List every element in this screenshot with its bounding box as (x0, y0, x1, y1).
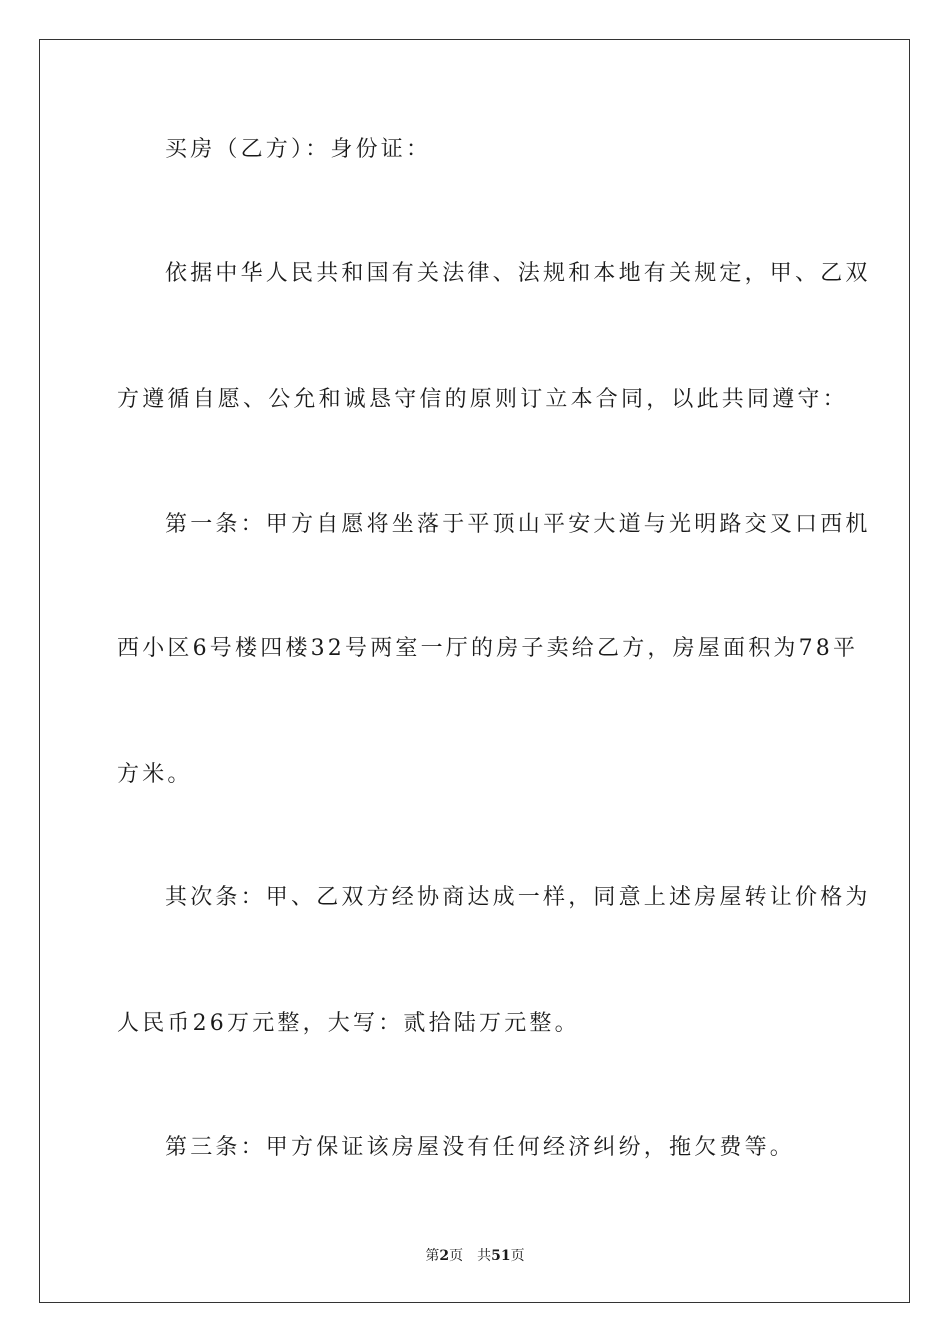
footer-total-prefix: 共 (477, 1248, 492, 1264)
article-1-line-3: 方米。 (117, 762, 193, 787)
page-footer (0, 1246, 950, 1266)
footer-total-suffix: 页 (510, 1248, 525, 1264)
footer-page-suffix: 页 (449, 1248, 464, 1264)
footer-total-pages: 51 (491, 1248, 511, 1264)
paragraph-buyer-id: 买房（乙方）：身份证： (165, 137, 432, 162)
article-2-line-1: 其次条：甲、乙双方经协商达成一样，同意上述房屋转让价格为 (165, 885, 871, 910)
footer-page-number: 2 (439, 1248, 450, 1264)
article-3-line-1: 第三条：甲方保证该房屋没有任何经济纠纷，拖欠费等。 (165, 1135, 796, 1160)
article-2-line-2: 人民币26万元整，大写：贰拾陆万元整。 (117, 1011, 580, 1036)
footer-page-prefix: 第 (425, 1248, 440, 1264)
page-border (39, 39, 910, 1303)
paragraph-basis-line-1: 依据中华人民共和国有关法律、法规和本地有关规定，甲、乙双 (165, 261, 871, 286)
paragraph-basis-line-2: 方遵循自愿、公允和诚恳守信的原则订立本合同，以此共同遵守： (117, 387, 848, 412)
article-1-line-2: 西小区6号楼四楼32号两室一厅的房子卖给乙方，房屋面积为78平 (117, 636, 859, 661)
article-1-line-1: 第一条：甲方自愿将坐落于平顶山平安大道与光明路交叉口西机 (165, 512, 871, 537)
